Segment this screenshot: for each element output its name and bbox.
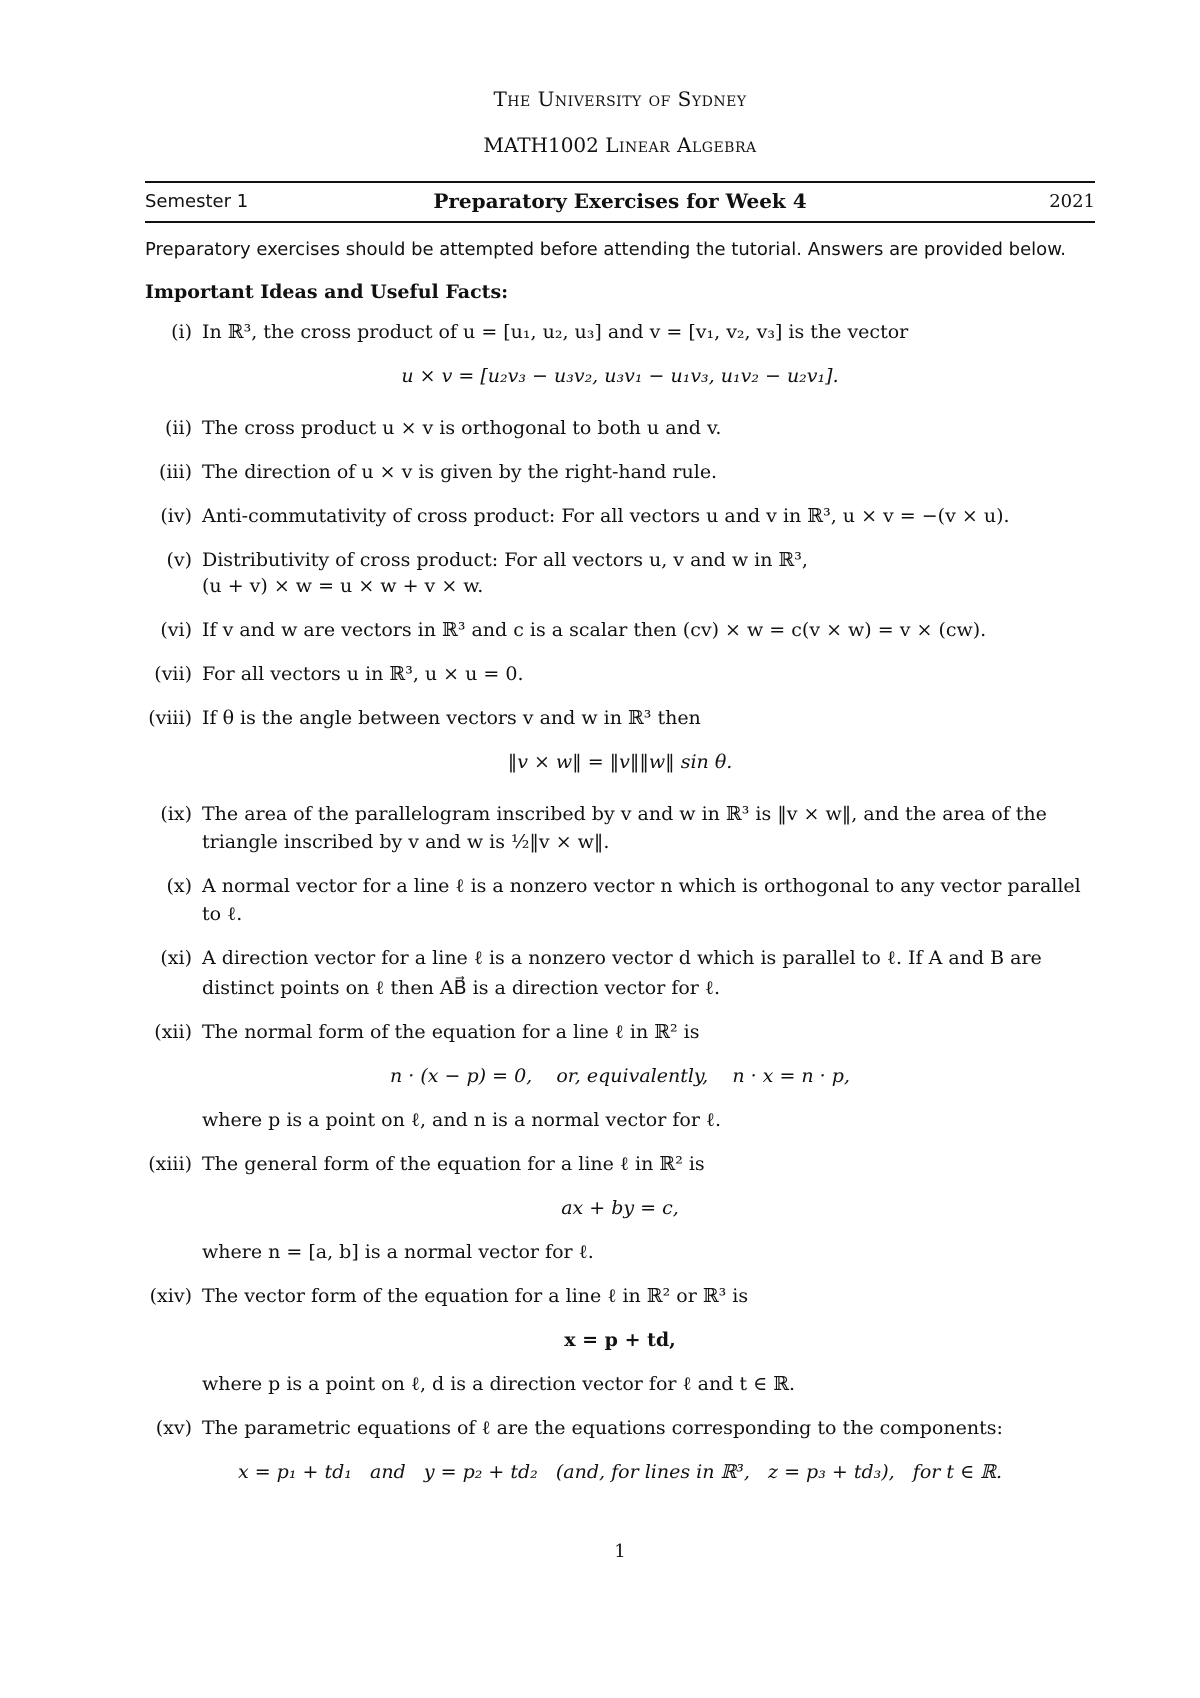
fact-number: (ix) — [160, 803, 192, 825]
fact-text-continued: to ℓ. — [202, 903, 243, 925]
fact-number: (x) — [166, 875, 192, 897]
course-name: Linear Algebra — [605, 133, 757, 157]
fact-text: In ℝ³, the cross product of u = [u₁, u₂, u₃] and v = [v₁, v₂, v₃] is the vector — [202, 321, 909, 343]
fact-text-continued: distinct points on ℓ then AB⃗ is a direction vector for ℓ. — [202, 977, 721, 999]
course-title — [145, 132, 1095, 158]
fact-text: A normal vector for a line ℓ is a nonzero vector n which is orthogonal to any vector parallel — [202, 875, 1081, 897]
semester-label: Semester 1 — [145, 191, 249, 212]
fact-display-equation: x = p + td, — [564, 1329, 676, 1351]
fact-number: (xiii) — [148, 1153, 192, 1175]
fact-text: If θ is the angle between vectors v and w in ℝ³ then — [202, 707, 701, 729]
header-rule-bottom — [145, 221, 1095, 223]
ideas-heading: Important Ideas and Useful Facts: — [145, 281, 509, 303]
fact-display-equation: n · (x − p) = 0, or, equivalently, n · x = n · p, — [390, 1065, 850, 1087]
fact-text-after: where p is a point on ℓ, d is a direction vector for ℓ and t ∈ ℝ. — [202, 1373, 796, 1395]
course-code: MATH1002 — [483, 133, 599, 157]
intro-text: Preparatory exercises should be attempted before attending the tutorial. Answers are provided below. — [145, 239, 1066, 260]
fact-text: The normal form of the equation for a line ℓ in ℝ² is — [202, 1021, 700, 1043]
fact-number: (xi) — [160, 947, 192, 969]
fact-text: The area of the parallelogram inscribed by v and w in ℝ³ is ‖v × w‖, and the area of the — [202, 803, 1047, 825]
fact-number: (iii) — [158, 461, 192, 483]
fact-number: (i) — [171, 321, 192, 343]
fact-display-equation: x = p₁ + td₁ and y = p₂ + td₂ (and, for lines in ℝ³, z = p₃ + td₃), for t ∈ ℝ. — [237, 1461, 1003, 1483]
fact-display-equation: ‖v × w‖ = ‖v‖‖w‖ sin θ. — [507, 751, 733, 773]
fact-text-after: where p is a point on ℓ, and n is a normal vector for ℓ. — [202, 1109, 722, 1131]
fact-text: Distributivity of cross product: For all vectors u, v and w in ℝ³, — [202, 549, 808, 571]
fact-text: The cross product u × v is orthogonal to both u and v. — [202, 417, 722, 439]
fact-number: (xii) — [154, 1021, 192, 1043]
fact-number: (vi) — [160, 619, 192, 641]
fact-text: If v and w are vectors in ℝ³ and c is a scalar then (cv) × w = c(v × w) = v × (cw). — [202, 619, 987, 641]
fact-text: Anti-commutativity of cross product: For all vectors u and v in ℝ³, u × v = −(v × u). — [202, 505, 1010, 527]
fact-number: (v) — [166, 549, 192, 571]
fact-number: (vii) — [154, 663, 192, 685]
fact-number: (ii) — [165, 417, 192, 439]
fact-text-continued: (u + v) × w = u × w + v × w. — [202, 575, 484, 597]
fact-text-after: where n = [a, b] is a normal vector for ℓ. — [202, 1241, 594, 1263]
year-label: 2021 — [1049, 191, 1095, 212]
fact-text: The direction of u × v is given by the right-hand rule. — [202, 461, 718, 483]
document-page — [145, 0, 1095, 1698]
fact-display-equation: u × v = [u₂v₃ − u₃v₂, u₃v₁ − u₁v₃, u₁v₂ − u₂v₁]. — [401, 365, 839, 387]
header-rule-top — [145, 181, 1095, 183]
fact-number: (xv) — [155, 1417, 192, 1439]
fact-display-equation: ax + by = c, — [561, 1197, 679, 1219]
page-number: 1 — [614, 1541, 626, 1562]
fact-text: The parametric equations of ℓ are the equations corresponding to the components: — [202, 1417, 1003, 1439]
header-row — [145, 188, 1095, 216]
fact-text: For all vectors u in ℝ³, u × u = 0. — [202, 663, 524, 685]
fact-text-continued: triangle inscribed by v and w is ½‖v × w‖. — [202, 831, 610, 853]
fact-text: A direction vector for a line ℓ is a nonzero vector d which is parallel to ℓ. If A and B are — [202, 947, 1042, 969]
university-name: The University of Sydney — [493, 87, 747, 111]
fact-number: (xiv) — [149, 1285, 192, 1307]
fact-number: (viii) — [148, 707, 192, 729]
fact-text: The vector form of the equation for a line ℓ in ℝ² or ℝ³ is — [202, 1285, 749, 1307]
sheet-title: Preparatory Exercises for Week 4 — [433, 189, 807, 213]
fact-text: The general form of the equation for a line ℓ in ℝ² is — [202, 1153, 705, 1175]
fact-number: (iv) — [160, 505, 192, 527]
